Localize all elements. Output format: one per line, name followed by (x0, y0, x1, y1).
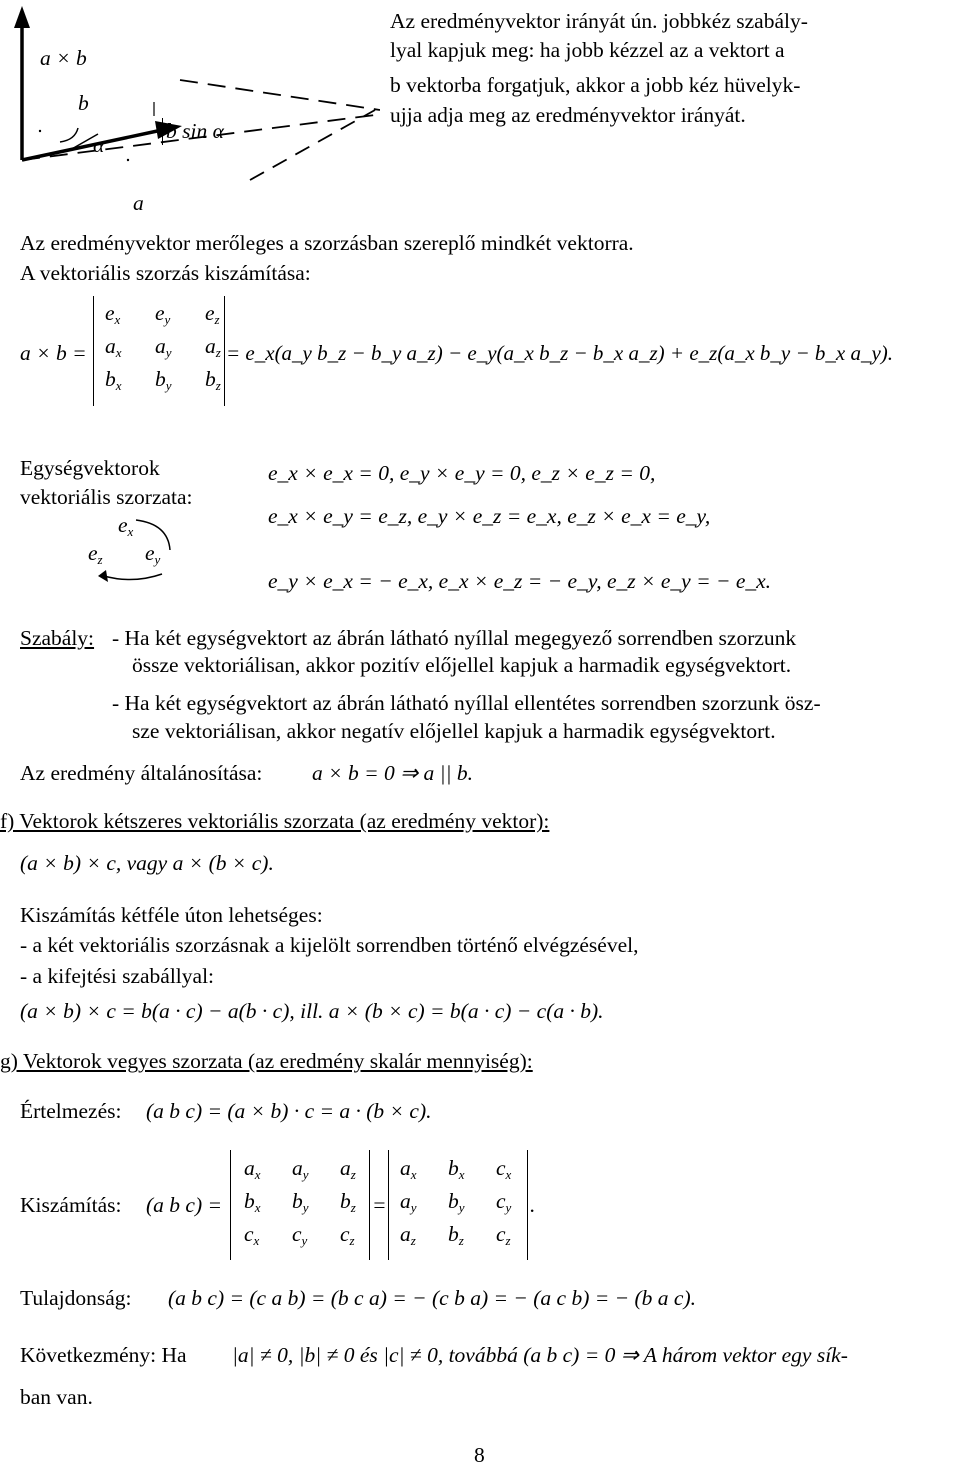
methods-heading: Kiszámítás kétféle úton lehetséges: (20, 903, 323, 927)
section-g-heading: g) Vektorok vegyes szorzata (az eredmény skalár mennyiség): (0, 1049, 533, 1073)
section-f-heading: f) Vektorok kétszeres vektoriális szorzata (az eredmény vektor): (0, 809, 550, 833)
unit-heading-2: vektoriális szorzata: (20, 485, 193, 509)
consequence-formula: |a| ≠ 0, |b| ≠ 0 és |c| ≠ 0, továbbá (a b c) = 0 ⇒ A három vektor egy sík- (232, 1343, 848, 1367)
property-label: Tulajdonság: (20, 1286, 132, 1310)
rule-item1-b: össze vektoriálisan, akkor pozitív előjellel kapjuk a harmadik egységvektort. (132, 653, 792, 677)
intro-line-4: ujja adja meg az eredményvektor irányát. (390, 103, 746, 127)
unit-row-1: e_x × e_x = 0, e_y × e_y = 0, e_z × e_z = 0, (268, 461, 656, 485)
intro-line-3: b vektorba forgatjuk, akkor a jobb kéz hüvelyk- (390, 73, 801, 97)
intro-line-2: lyal kapjuk meg: ha jobb kézzel az a vektort a (390, 38, 785, 62)
unit-cycle-diagram (88, 500, 188, 590)
method-2: - a kifejtési szabállyal: (20, 964, 215, 988)
rule-item2-a: - Ha két egységvektort az ábrán látható nyíllal ellentétes sorrendben szorzunk ösz- (112, 691, 821, 715)
unit-row-2: e_x × e_y = e_z, e_y × e_z = e_x, e_z × e_x = e_y, (268, 504, 711, 528)
cycle-ex: $e_x$ (118, 513, 134, 539)
figure-label-b: b (78, 91, 89, 115)
definition-label: Értelmezés: (20, 1099, 122, 1123)
determinant-grid: $e_x$ $e_y$ $e_z$ $a_x$ $a_y$ $a_z$ $b_x$ $b_y$ $b_z$ (105, 301, 221, 393)
method-1: - a két vektoriális szorzásnak a kijelölt sorrendben történő elvégzésével, (20, 933, 639, 957)
calc-prefix: (a b c) = (146, 1193, 222, 1217)
rule-label: Szabály: (20, 626, 95, 650)
axb-lhs: a × b = (20, 341, 87, 365)
figure-label-bsin: b sin α (162, 118, 224, 145)
page-number: 8 (474, 1443, 485, 1467)
cross-product-figure (0, 0, 380, 190)
expansion-formula: (a × b) × c = b(a · c) − a(b · c), ill. a × (b × c) = b(a · c) − c(a · b). (20, 999, 604, 1023)
det-b-grid: $a_x$ $b_x$ $c_x$ $a_y$ $b_y$ $c_y$ $a_z$ $b_z$ $c_z$ (400, 1156, 512, 1248)
calc-equals: = (372, 1193, 387, 1217)
property-formula: (a b c) = (c a b) = (b c a) = − (c b a) = − (a c b) = − (b a c). (168, 1286, 696, 1310)
calc-heading: A vektoriális szorzás kiszámítása: (20, 261, 311, 285)
cycle-ez: $e_z$ (88, 541, 103, 567)
generalization-formula: a × b = 0 ⇒ a || b. (312, 761, 473, 785)
section-f-formula: (a × b) × c, vagy a × (b × c). (20, 851, 274, 875)
generalization-label: Az eredmény általánosítása: (20, 761, 263, 785)
cycle-ey: $e_y$ (145, 541, 161, 567)
figure-label-alpha: α (93, 133, 105, 157)
unit-heading-1: Egységvektorok (20, 456, 160, 480)
det-a-grid: $a_x$ $a_y$ $a_z$ $b_x$ $b_y$ $b_z$ $c_x$ $c_y$ $c_z$ (244, 1156, 356, 1248)
cross-formula: = e_x(a_y b_z − b_y a_z) − e_y(a_x b_z − b_x a_z) + e_z(a_x b_y − b_x a_y). (226, 341, 894, 365)
figure-label-a: a (133, 191, 144, 215)
perpendicular-text: Az eredményvektor merőleges a szorzásban szereplő mindkét vektorra. (20, 231, 634, 255)
figure-label-axb: a × b (40, 46, 87, 70)
rule-item1-a: - Ha két egységvektort az ábrán látható nyíllal megegyező sorrendben szorzunk (112, 626, 797, 650)
calc-end: . (530, 1193, 536, 1217)
unit-row-3: e_y × e_x = − e_x, e_x × e_z = − e_y, e_z × e_y = − e_x. (268, 569, 772, 593)
consequence-end: ban van. (20, 1385, 93, 1409)
rule-item2-b: sze vektoriálisan, akkor negatív előjellel kapjuk a harmadik egységvektort. (132, 719, 776, 743)
calc-label: Kiszámítás: (20, 1193, 122, 1217)
consequence-label: Következmény: Ha (20, 1343, 187, 1367)
definition-formula: (a b c) = (a × b) · c = a · (b × c). (146, 1099, 432, 1123)
intro-line-1: Az eredményvektor irányát ún. jobbkéz szabály- (390, 9, 808, 33)
